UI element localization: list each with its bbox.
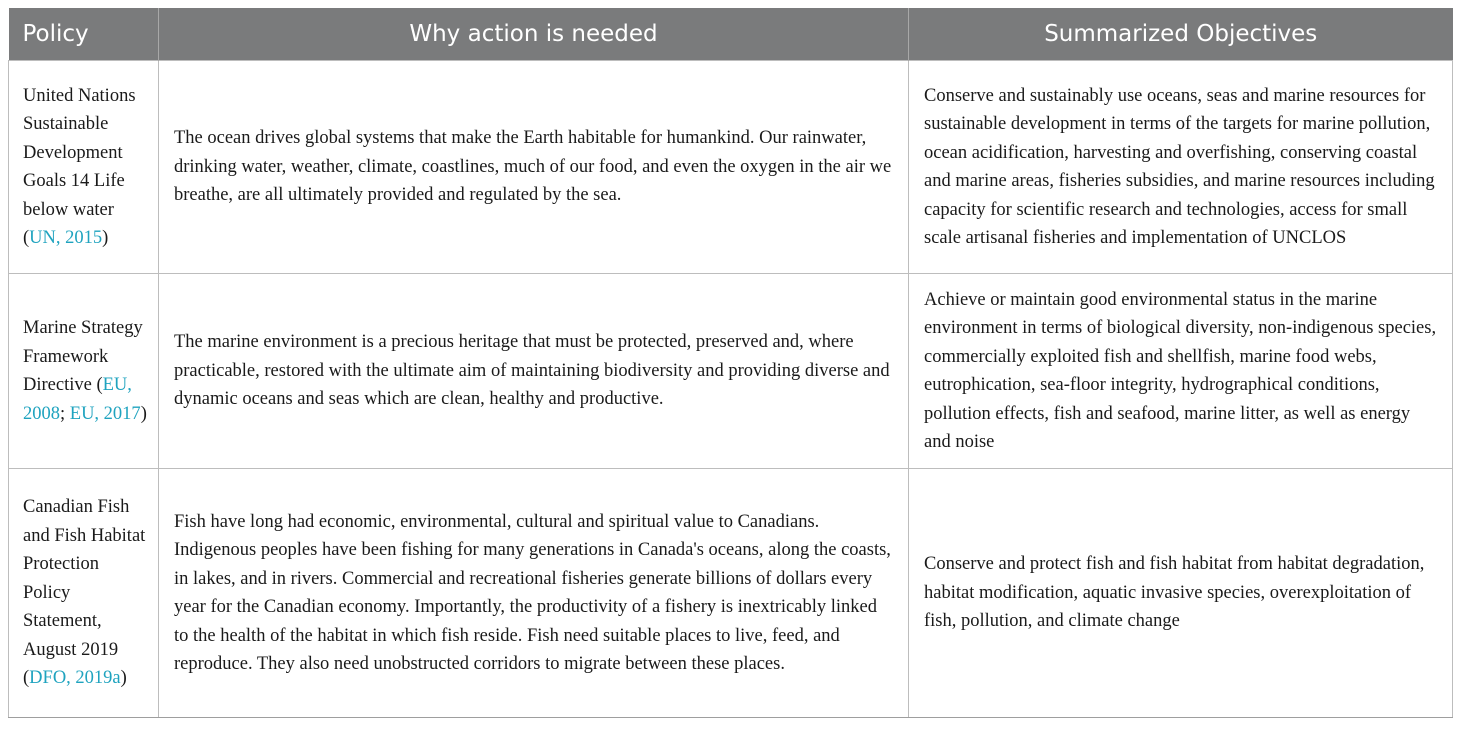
header-row	[9, 8, 1453, 61]
table-row	[9, 469, 1453, 718]
policy-table	[8, 8, 1453, 718]
table-row	[9, 274, 1453, 469]
header-summarized-objectives: Summarized Objectives	[909, 8, 1453, 61]
why-cell: The marine environment is a precious heritage that must be protected, preserved and, where practicable, restored with the ultimate aim of maintaining biodiversity and providing diverse and dynamic oceans and seas which are clean, healthy and productive.	[159, 274, 909, 469]
table-header	[9, 8, 1453, 61]
reference-link[interactable]: UN, 2015	[29, 228, 103, 248]
table-row	[9, 61, 1453, 274]
objectives-cell: Conserve and protect fish and fish habitat from habitat degradation, habitat modification, aquatic invasive species, overexploitation of fish, pollution, and climate change	[909, 469, 1453, 718]
ref-open-paren: (	[23, 228, 30, 248]
ref-close-paren: )	[120, 668, 127, 689]
policy-cell	[9, 469, 159, 718]
policy-name: Marine Strategy Framework Directive	[23, 318, 143, 395]
policy-cell	[9, 274, 159, 469]
objectives-cell: Conserve and sustainably use oceans, seas and marine resources for sustainable development in terms of the targets for marine pollution, ocean acidification, harvesting and overfishing, conserving coastal and marine areas, fisheries subsidies, and marine resources including capacity for scientific research and technologies, access for small scale artisanal fisheries and implementation of UNCLOS	[909, 61, 1453, 274]
reference-link[interactable]: DFO, 2019a	[29, 668, 121, 689]
ref-open-paren: (	[96, 375, 103, 395]
ref-separator: ;	[60, 403, 66, 424]
header-why-action-needed: Why action is needed	[159, 8, 909, 61]
ref-close-paren: )	[140, 403, 147, 424]
ref-close-paren: )	[102, 228, 109, 248]
policy-name: United Nations Sustainable Development Goals 14 Life below water	[23, 85, 136, 220]
table-body	[9, 61, 1453, 718]
reference-link[interactable]: EU, 2017	[69, 403, 141, 424]
why-cell: The ocean drives global systems that make the Earth habitable for humankind. Our rainwater, drinking water, weather, climate, coastlines, much of our food, and even the oxygen in the air we breathe, are all ultimately provided and regulated by the sea.	[159, 61, 909, 274]
policy-name: Canadian Fish and Fish Habitat Protection Policy Statement, August 2019	[23, 497, 146, 660]
why-cell: Fish have long had economic, environmental, cultural and spiritual value to Canadians. Indigenous peoples have been fishing for many generations in Canada's oceans, along the coasts, in lakes, and in rivers. Commercial and recreational fisheries generate billions of dollars every year for the Canadian economy. Importantly, the productivity of a fishery is inextricably linked to the health of the habitat in which fish reside. Fish need suitable places to live, feed, and reproduce. They also need unobstructed corridors to migrate between these places.	[159, 469, 909, 718]
ref-open-paren: (	[23, 668, 30, 689]
objectives-cell: Achieve or maintain good environmental status in the marine environment in terms of biological diversity, non-indigenous species, commercially exploited fish and shellfish, marine food webs, eutrophication, sea-floor integrity, hydrographical conditions, pollution effects, fish and seafood, marine litter, as well as energy and noise	[909, 274, 1453, 469]
policy-cell	[9, 61, 159, 274]
reference-link[interactable]: EU, 2008	[23, 375, 132, 424]
header-policy: Policy	[9, 8, 159, 61]
